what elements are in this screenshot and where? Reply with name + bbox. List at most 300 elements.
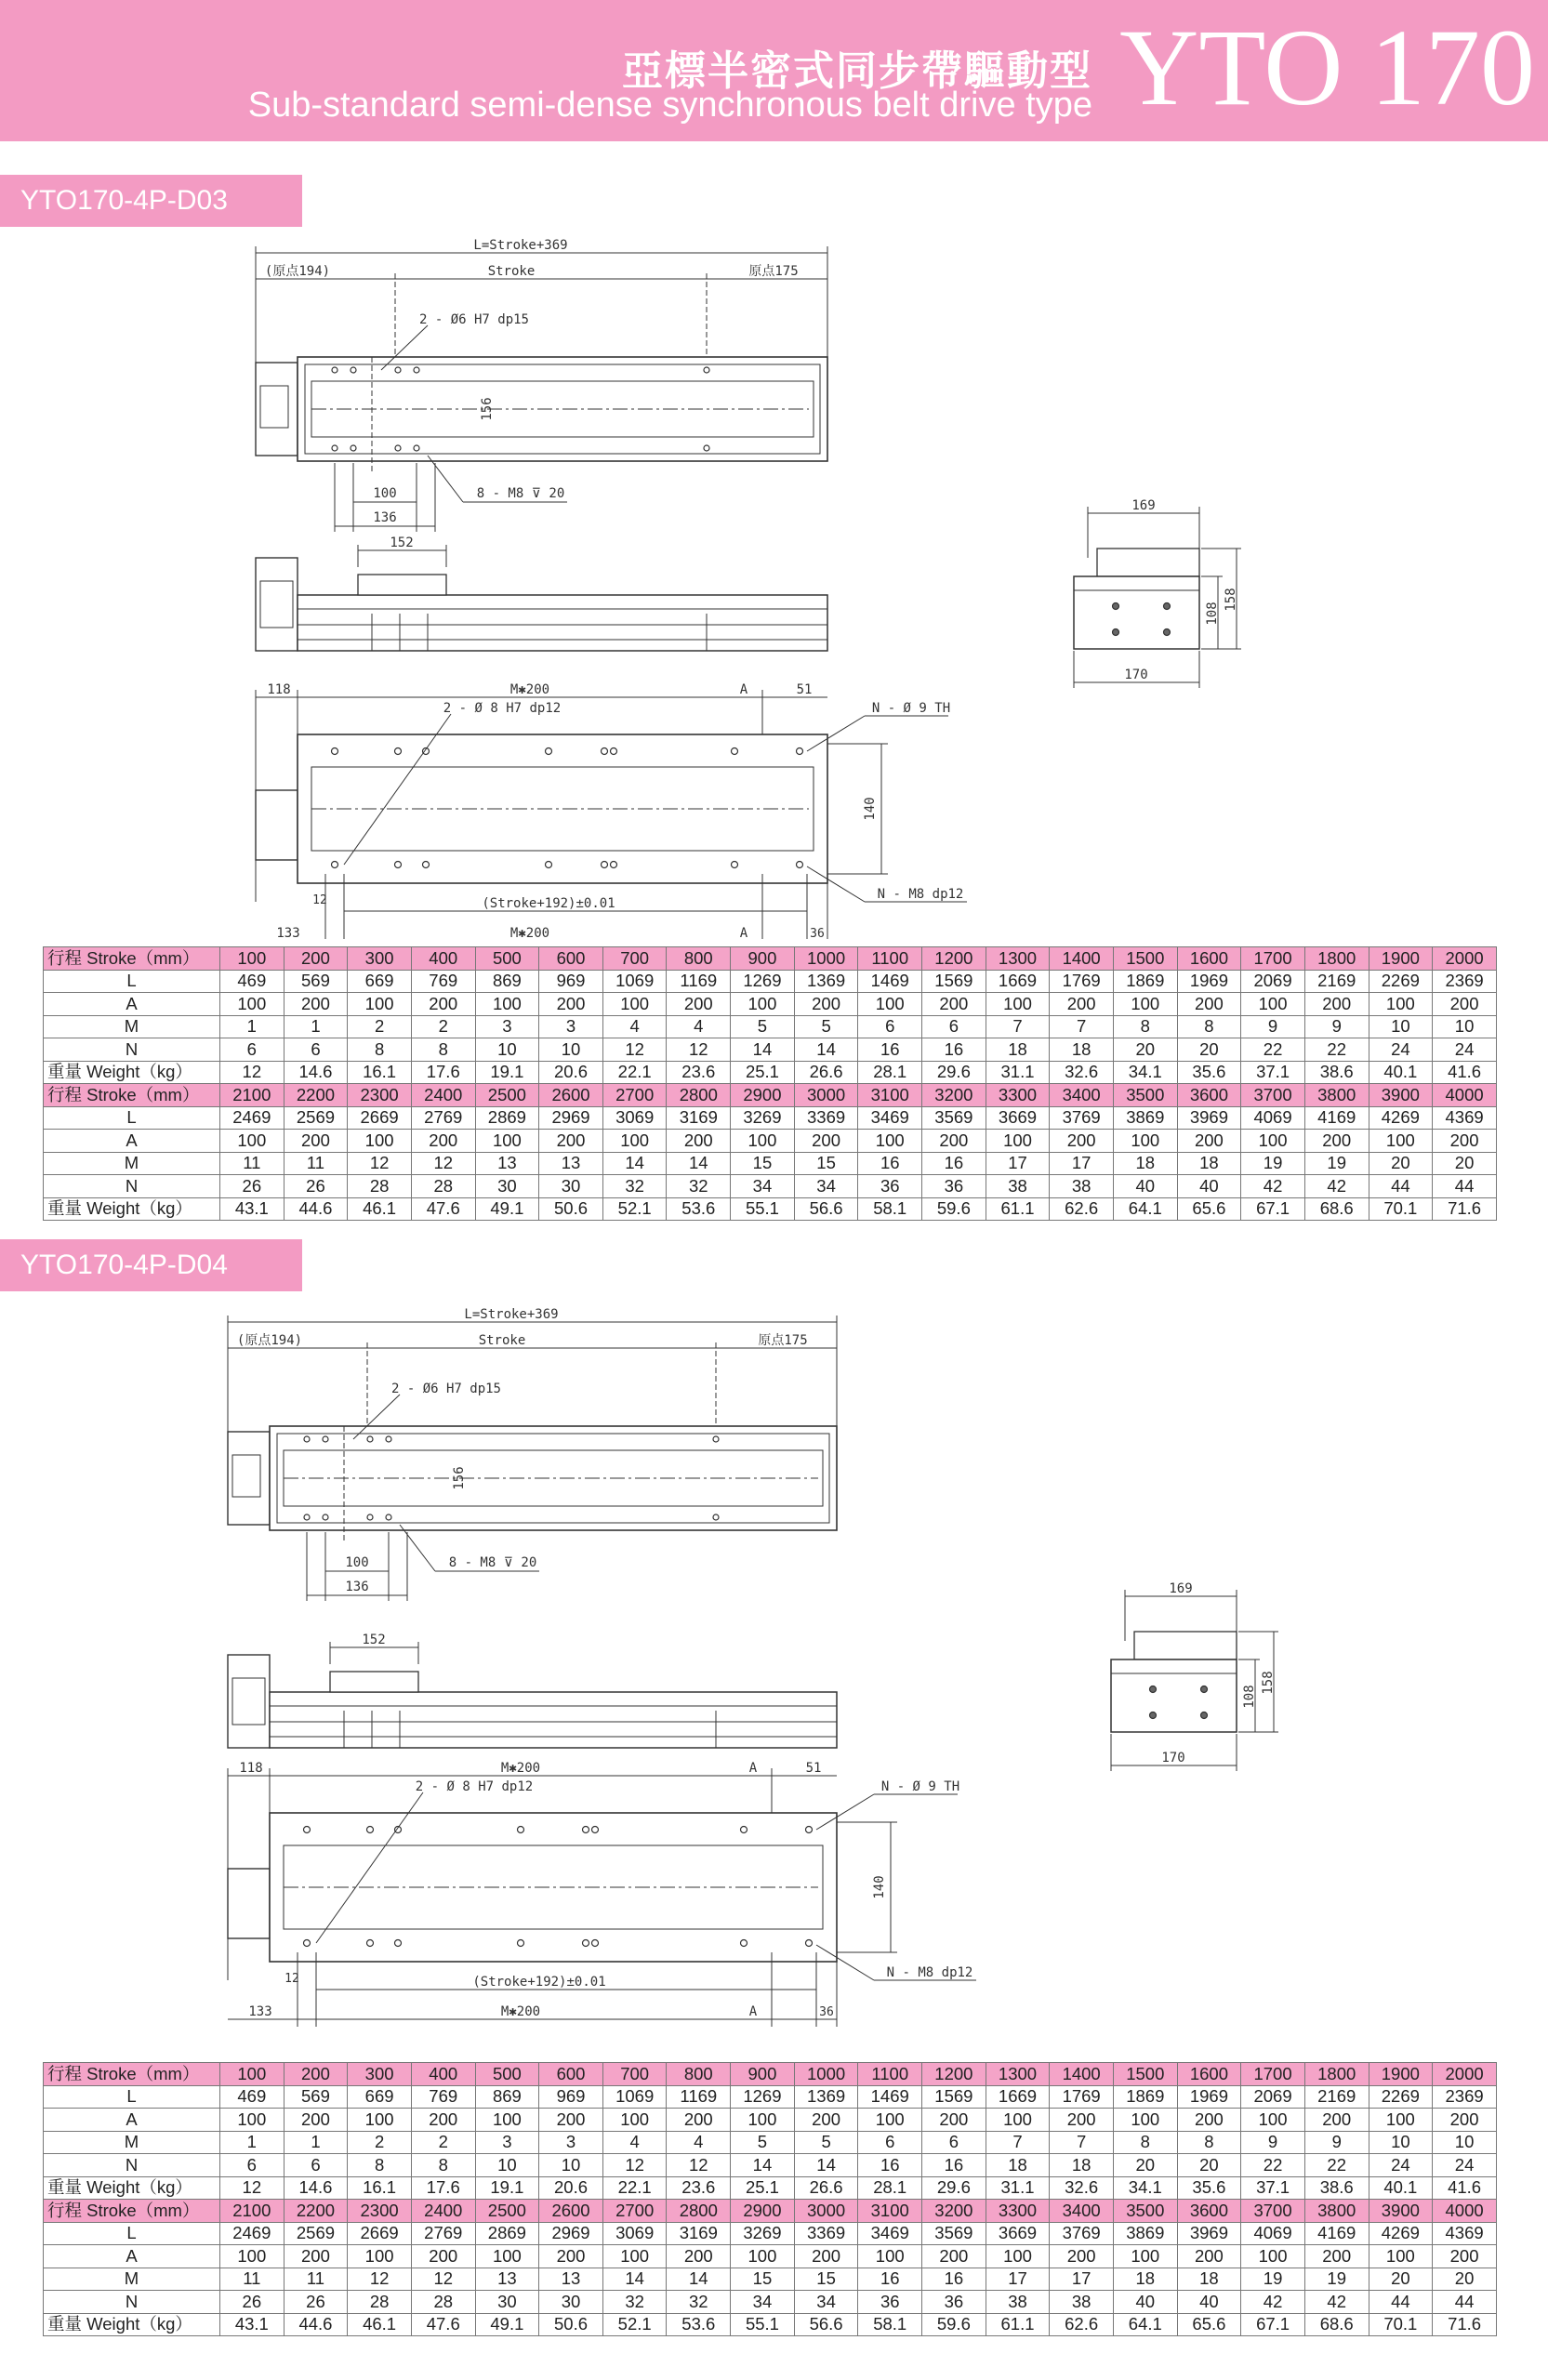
table-cell: 30: [539, 1175, 603, 1198]
table-cell: 1169: [667, 2085, 731, 2109]
table-cell: 2300: [348, 1084, 412, 1107]
table-cell: 34.1: [1113, 1061, 1177, 1084]
dimension-label: (原点194): [236, 1333, 303, 1348]
table-cell: 200: [1304, 1130, 1369, 1153]
table-cell: 22: [1304, 1038, 1369, 1062]
table-cell: 3369: [794, 2222, 858, 2245]
table-cell: 6: [922, 2131, 986, 2154]
dimension-label: (原点194): [264, 264, 331, 279]
table-cell: 11: [284, 2268, 348, 2291]
table-cell: 100: [1369, 2109, 1433, 2132]
table-cell: 47.6: [411, 1197, 475, 1221]
table-cell: 10: [539, 1038, 603, 1062]
table-cell: 12: [220, 2176, 284, 2200]
table-cell: 32: [667, 2291, 731, 2314]
table-row: [44, 2131, 1497, 2154]
table-cell: 3300: [986, 1084, 1050, 1107]
table-cell: 10: [1369, 1015, 1433, 1038]
hole-mark: [1164, 603, 1171, 610]
table-cell: 3169: [667, 2222, 731, 2245]
table-cell: 3269: [731, 1106, 795, 1130]
row-label: N: [44, 2291, 220, 2314]
table-cell: 100: [1113, 1130, 1177, 1153]
table-cell: 19: [1241, 2268, 1305, 2291]
table-cell: 65.6: [1177, 2313, 1241, 2336]
table-cell: 9: [1241, 2131, 1305, 2154]
table-cell: 18: [1050, 1038, 1114, 1062]
dimension-label: Stroke: [478, 1333, 526, 1348]
table-cell: 569: [284, 970, 348, 993]
table-cell: 100: [602, 2245, 667, 2268]
table-cell: 3000: [794, 2200, 858, 2223]
table-cell: 15: [731, 1152, 795, 1175]
table-row: [44, 2154, 1497, 2177]
drawing-rect: [228, 1869, 270, 1938]
table-cell: 200: [411, 2245, 475, 2268]
table-cell: 11: [220, 1152, 284, 1175]
table-cell: 1400: [1050, 947, 1114, 971]
table-cell: 200: [411, 1130, 475, 1153]
table-cell: 71.6: [1433, 2313, 1497, 2336]
table-cell: 1400: [1050, 2063, 1114, 2086]
table-cell: 4: [602, 2131, 667, 2154]
table-cell: 18: [1050, 2154, 1114, 2177]
table-cell: 26: [284, 2291, 348, 2314]
table-cell: 10: [1369, 2131, 1433, 2154]
table-cell: 1: [284, 1015, 348, 1038]
table-cell: 1569: [922, 2085, 986, 2109]
table-cell: 3769: [1050, 2222, 1114, 2245]
dimension-label: 36: [819, 2005, 834, 2019]
table-cell: 100: [858, 993, 922, 1016]
table-cell: 3: [475, 1015, 539, 1038]
table-cell: 3369: [794, 1106, 858, 1130]
table-cell: 18: [986, 1038, 1050, 1062]
table-cell: 100: [1369, 993, 1433, 1016]
row-label: 重量 Weight（kg）: [44, 2176, 220, 2200]
table-cell: 31.1: [986, 1061, 1050, 1084]
dimension-label: 158: [1261, 1671, 1276, 1695]
table-cell: 16.1: [348, 2176, 412, 2200]
table-cell: 3700: [1241, 1084, 1305, 1107]
table-cell: 42: [1304, 1175, 1369, 1198]
table-cell: 2600: [539, 1084, 603, 1107]
table-cell: 18: [1177, 1152, 1241, 1175]
table-cell: 200: [794, 1130, 858, 1153]
table-row: [44, 2109, 1497, 2132]
table-cell: 3: [475, 2131, 539, 2154]
table-cell: 8: [1113, 2131, 1177, 2154]
table-cell: 6: [922, 1015, 986, 1038]
dimension-label: N - Ø 9 TH: [880, 1779, 960, 1794]
table-cell: 2200: [284, 1084, 348, 1107]
hole-mark: [1113, 629, 1119, 636]
table-cell: 10: [1433, 1015, 1497, 1038]
table-cell: 19.1: [475, 2176, 539, 2200]
table-cell: 36: [858, 1175, 922, 1198]
row-label: M: [44, 2268, 220, 2291]
table-cell: 3800: [1304, 1084, 1369, 1107]
table-cell: 700: [602, 2063, 667, 2086]
table-cell: 24: [1433, 1038, 1497, 1062]
section-tag: YTO170-4P-D03: [0, 175, 302, 227]
table-cell: 36: [858, 2291, 922, 2314]
dimension-label: 140: [872, 1875, 887, 1899]
table-cell: 1269: [731, 2085, 795, 2109]
drawing-rect: [270, 1692, 837, 1748]
table-cell: 2769: [411, 1106, 475, 1130]
table-cell: 1800: [1304, 947, 1369, 971]
table-cell: 6: [220, 1038, 284, 1062]
table-cell: 1100: [858, 947, 922, 971]
table-cell: 42: [1241, 2291, 1305, 2314]
table-cell: 5: [794, 2131, 858, 2154]
table-cell: 22.1: [602, 2176, 667, 2200]
table-cell: 14: [667, 1152, 731, 1175]
table-cell: 2169: [1304, 970, 1369, 993]
table-cell: 100: [858, 2109, 922, 2132]
drawing-rect: [1134, 1632, 1237, 1659]
table-cell: 100: [731, 2109, 795, 2132]
dimension-label: 169: [1169, 1581, 1193, 1596]
hole-mark: [1201, 1712, 1208, 1719]
table-cell: 1000: [794, 947, 858, 971]
table-cell: 53.6: [667, 2313, 731, 2336]
table-cell: 14: [602, 1152, 667, 1175]
table-cell: 7: [986, 2131, 1050, 2154]
table-cell: 2000: [1433, 2063, 1497, 2086]
table-cell: 100: [731, 993, 795, 1016]
table-cell: 59.6: [922, 2313, 986, 2336]
table-cell: 28: [348, 2291, 412, 2314]
table-cell: 16.1: [348, 1061, 412, 1084]
table-cell: 12: [348, 2268, 412, 2291]
table-cell: 1700: [1241, 2063, 1305, 2086]
table-cell: 20: [1433, 2268, 1497, 2291]
table-cell: 70.1: [1369, 2313, 1433, 2336]
table-cell: 23.6: [667, 2176, 731, 2200]
table-cell: 900: [731, 947, 795, 971]
dimension-label: 118: [239, 1761, 263, 1776]
table-cell: 200: [1050, 1130, 1114, 1153]
table-cell: 7: [1050, 1015, 1114, 1038]
table-cell: 200: [539, 2245, 603, 2268]
table-row: [44, 2291, 1497, 2314]
table-cell: 2669: [348, 1106, 412, 1130]
table-cell: 20: [1369, 2268, 1433, 2291]
table-cell: 1669: [986, 970, 1050, 993]
table-cell: 5: [731, 1015, 795, 1038]
table-cell: 34: [794, 2291, 858, 2314]
table-cell: 100: [1369, 2245, 1433, 2268]
table-cell: 40: [1177, 2291, 1241, 2314]
table-cell: 1500: [1113, 947, 1177, 971]
drawing-line: [807, 866, 865, 902]
table-cell: 2800: [667, 1084, 731, 1107]
table-cell: 68.6: [1304, 1197, 1369, 1221]
table-cell: 200: [922, 2109, 986, 2132]
table-cell: 100: [731, 1130, 795, 1153]
table-cell: 800: [667, 2063, 731, 2086]
table-cell: 16: [922, 1152, 986, 1175]
dimension-label: 原点175: [758, 1333, 808, 1348]
table-cell: 9: [1304, 2131, 1369, 2154]
table-cell: 1900: [1369, 2063, 1433, 2086]
table-cell: 41.6: [1433, 2176, 1497, 2200]
table-cell: 6: [220, 2154, 284, 2177]
table-cell: 12: [411, 1152, 475, 1175]
table-row: [44, 2268, 1497, 2291]
table-cell: 2369: [1433, 970, 1497, 993]
dimension-label: 12: [312, 893, 327, 907]
row-label: 行程 Stroke（mm）: [44, 1084, 220, 1107]
table-cell: 200: [284, 993, 348, 1016]
table-cell: 300: [348, 2063, 412, 2086]
table-cell: 100: [986, 1130, 1050, 1153]
dimension-label: Stroke: [487, 264, 536, 279]
table-cell: 12: [667, 2154, 731, 2177]
table-row: [44, 2222, 1497, 2245]
table-cell: 2169: [1304, 2085, 1369, 2109]
table-cell: 28.1: [858, 2176, 922, 2200]
table-cell: 3600: [1177, 1084, 1241, 1107]
table-cell: 100: [220, 947, 284, 971]
table-cell: 16: [858, 1152, 922, 1175]
table-cell: 1900: [1369, 947, 1433, 971]
table-cell: 25.1: [731, 2176, 795, 2200]
table-cell: 26: [220, 2291, 284, 2314]
table-cell: 67.1: [1241, 1197, 1305, 1221]
table-cell: 16: [922, 2154, 986, 2177]
table-cell: 16: [922, 1038, 986, 1062]
table-cell: 6: [284, 2154, 348, 2177]
table-cell: 400: [411, 2063, 475, 2086]
table-cell: 16: [858, 2268, 922, 2291]
table-cell: 200: [922, 2245, 986, 2268]
table-cell: 2569: [284, 1106, 348, 1130]
table-cell: 200: [539, 1130, 603, 1153]
table-cell: 23.6: [667, 1061, 731, 1084]
table-cell: 469: [220, 970, 284, 993]
table-cell: 1869: [1113, 2085, 1177, 2109]
table-cell: 3400: [1050, 1084, 1114, 1107]
table-cell: 400: [411, 947, 475, 971]
dimension-label: 8 - M8 ⊽ 20: [448, 1555, 537, 1570]
table-cell: 500: [475, 947, 539, 971]
table-cell: 19: [1304, 2268, 1369, 2291]
dimension-label: 108: [1242, 1685, 1257, 1709]
drawing-rect: [358, 575, 446, 595]
table-cell: 40: [1177, 1175, 1241, 1198]
table-cell: 15: [731, 2268, 795, 2291]
table-cell: 36: [922, 2291, 986, 2314]
table-cell: 200: [1177, 2109, 1241, 2132]
table-cell: 3200: [922, 2200, 986, 2223]
table-cell: 32: [667, 1175, 731, 1198]
table-cell: 4069: [1241, 2222, 1305, 2245]
table-cell: 3569: [922, 1106, 986, 1130]
table-cell: 14.6: [284, 2176, 348, 2200]
table-cell: 100: [986, 2109, 1050, 2132]
dimension-label: 158: [1224, 588, 1238, 612]
table-cell: 1369: [794, 970, 858, 993]
table-cell: 200: [667, 2109, 731, 2132]
table-cell: 200: [667, 2245, 731, 2268]
dimension-label: A: [748, 2004, 758, 2019]
table-cell: 28: [411, 1175, 475, 1198]
table-cell: 17: [986, 2268, 1050, 2291]
table-cell: 100: [1241, 1130, 1305, 1153]
table-cell: 969: [539, 2085, 603, 2109]
table-cell: 100: [348, 2109, 412, 2132]
table-cell: 11: [220, 2268, 284, 2291]
row-label: A: [44, 2109, 220, 2132]
table-cell: 20: [1177, 2154, 1241, 2177]
table-cell: 38: [986, 1175, 1050, 1198]
drawing-line: [807, 716, 865, 751]
table-cell: 34.1: [1113, 2176, 1177, 2200]
table-cell: 24: [1433, 2154, 1497, 2177]
hole-mark: [1150, 1712, 1157, 1719]
table-cell: 2700: [602, 2200, 667, 2223]
table-cell: 8: [1177, 1015, 1241, 1038]
table-cell: 2300: [348, 2200, 412, 2223]
table-cell: 38: [986, 2291, 1050, 2314]
dimension-label: M✱200: [500, 1761, 541, 1776]
table-cell: 100: [220, 2063, 284, 2086]
table-cell: 769: [411, 2085, 475, 2109]
table-cell: 200: [1433, 1130, 1497, 1153]
dimension-label: 133: [248, 2004, 272, 2019]
table-cell: 3700: [1241, 2200, 1305, 2223]
drawing-rect: [228, 1655, 270, 1748]
dimension-label: 152: [362, 1633, 386, 1647]
dimension-label: 169: [1131, 498, 1156, 513]
table-cell: 3669: [986, 1106, 1050, 1130]
table-cell: 2769: [411, 2222, 475, 2245]
dimension-label: N - Ø 9 TH: [871, 701, 951, 716]
table-cell: 43.1: [220, 1197, 284, 1221]
table-cell: 200: [1304, 993, 1369, 1016]
table-cell: 28: [348, 1175, 412, 1198]
table-cell: 40.1: [1369, 1061, 1433, 1084]
table-cell: 5: [794, 1015, 858, 1038]
table-cell: 1969: [1177, 970, 1241, 993]
table-cell: 669: [348, 2085, 412, 2109]
table-row: [44, 970, 1497, 993]
table-cell: 200: [794, 2109, 858, 2132]
table-cell: 34: [731, 1175, 795, 1198]
table-cell: 55.1: [731, 2313, 795, 2336]
table-cell: 500: [475, 2063, 539, 2086]
table-cell: 8: [411, 2154, 475, 2177]
table-cell: 200: [1177, 993, 1241, 1016]
table-cell: 22.1: [602, 1061, 667, 1084]
table-cell: 300: [348, 947, 412, 971]
table-cell: 13: [539, 1152, 603, 1175]
dimension-label: 100: [345, 1555, 369, 1570]
table-cell: 2469: [220, 1106, 284, 1130]
table-cell: 2869: [475, 2222, 539, 2245]
table-cell: 200: [1050, 993, 1114, 1016]
table-cell: 2: [348, 2131, 412, 2154]
table-cell: 100: [602, 1130, 667, 1153]
table-cell: 1469: [858, 2085, 922, 2109]
table-cell: 32.6: [1050, 2176, 1114, 2200]
table-cell: 200: [1433, 2109, 1497, 2132]
table-cell: 2969: [539, 1106, 603, 1130]
table-cell: 12: [602, 1038, 667, 1062]
table-cell: 29.6: [922, 1061, 986, 1084]
table-cell: 1069: [602, 970, 667, 993]
table-cell: 34: [731, 2291, 795, 2314]
table-cell: 2869: [475, 1106, 539, 1130]
table-cell: 3469: [858, 1106, 922, 1130]
table-cell: 100: [1241, 2245, 1305, 2268]
table-cell: 3769: [1050, 1106, 1114, 1130]
table-cell: 3569: [922, 2222, 986, 2245]
table-cell: 44: [1369, 1175, 1433, 1198]
table-cell: 1800: [1304, 2063, 1369, 2086]
table-cell: 12: [348, 1152, 412, 1175]
table-cell: 2469: [220, 2222, 284, 2245]
table-cell: 200: [794, 993, 858, 1016]
table-cell: 42: [1241, 1175, 1305, 1198]
dimension-label: M✱200: [509, 926, 550, 939]
dimension-label: N - M8 dp12: [886, 1965, 973, 1980]
table-cell: 3869: [1113, 2222, 1177, 2245]
table-cell: 2200: [284, 2200, 348, 2223]
table-cell: 9: [1241, 1015, 1305, 1038]
table-cell: 14: [794, 1038, 858, 1062]
table-cell: 44.6: [284, 2313, 348, 2336]
table-cell: 46.1: [348, 1197, 412, 1221]
row-label: N: [44, 1038, 220, 1062]
row-label: 重量 Weight（kg）: [44, 1061, 220, 1084]
table-cell: 1300: [986, 2063, 1050, 2086]
table-cell: 13: [475, 1152, 539, 1175]
table-cell: 13: [475, 2268, 539, 2291]
table-cell: 10: [475, 2154, 539, 2177]
drawing-rect: [228, 1432, 270, 1525]
table-cell: 58.1: [858, 1197, 922, 1221]
table-cell: 3900: [1369, 2200, 1433, 2223]
table-cell: 4: [667, 1015, 731, 1038]
table-cell: 100: [858, 1130, 922, 1153]
dimension-label: 170: [1124, 668, 1148, 682]
row-label: 行程 Stroke（mm）: [44, 2063, 220, 2086]
table-row: [44, 1015, 1497, 1038]
table-cell: 2500: [475, 2200, 539, 2223]
table-cell: 3: [539, 2131, 603, 2154]
technical-drawing: [0, 0, 1548, 939]
dimension-label: 51: [796, 682, 813, 697]
table-cell: 40: [1113, 2291, 1177, 2314]
drawing-line: [428, 456, 463, 502]
table-cell: 100: [348, 993, 412, 1016]
dimension-label: A: [739, 682, 748, 697]
table-cell: 68.6: [1304, 2313, 1369, 2336]
table-cell: 20.6: [539, 2176, 603, 2200]
table-cell: 61.1: [986, 1197, 1050, 1221]
table-cell: 8: [348, 1038, 412, 1062]
technical-drawing: [0, 1051, 1548, 2064]
row-label: N: [44, 2154, 220, 2177]
table-cell: 200: [539, 2109, 603, 2132]
table-cell: 19: [1304, 1152, 1369, 1175]
table-row: [44, 2245, 1497, 2268]
table-cell: 44: [1433, 2291, 1497, 2314]
